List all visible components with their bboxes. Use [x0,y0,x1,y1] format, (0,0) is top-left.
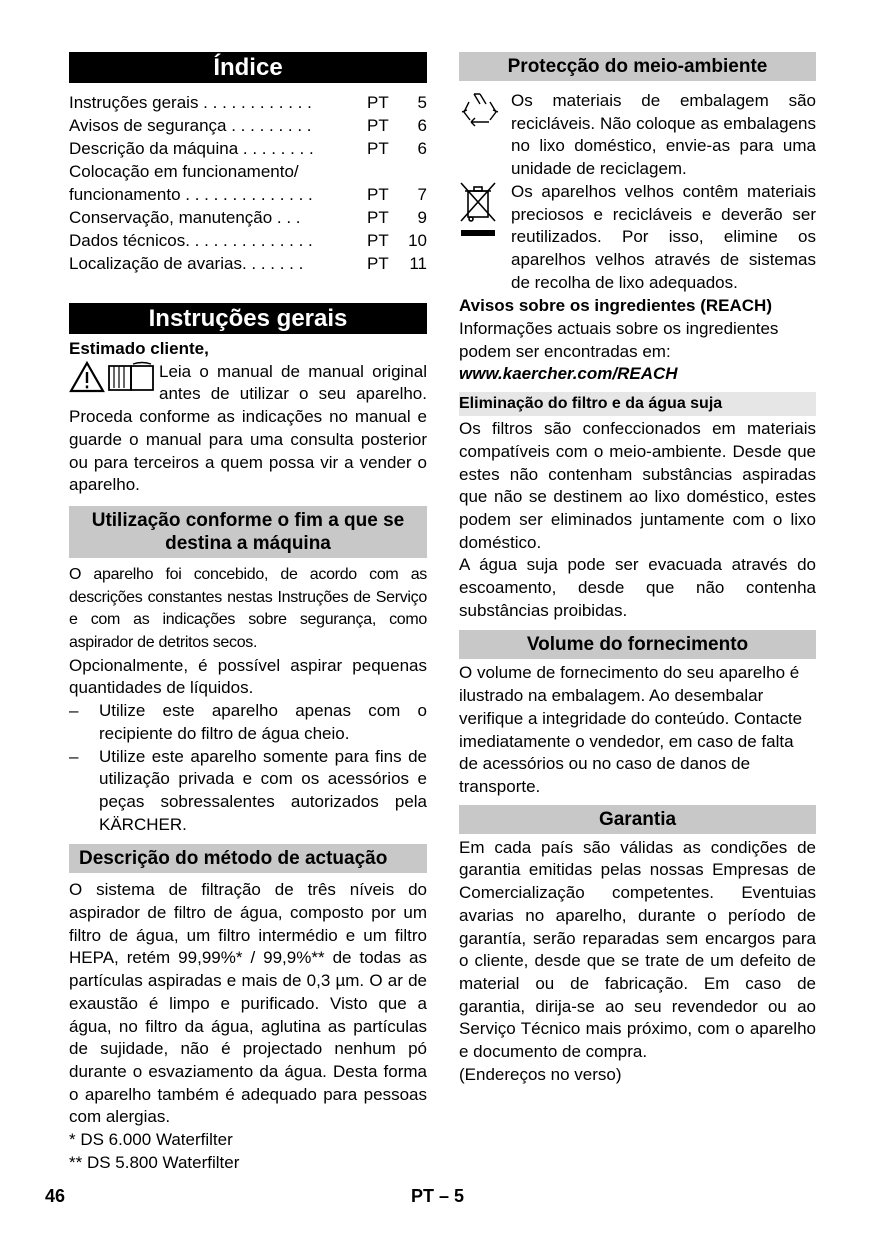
toc-entry[interactable] [69,137,427,160]
toc-entry-page: 6 [417,139,427,158]
toc-entry-lang: PT [367,116,389,135]
toc-entry-page: 7 [417,185,427,204]
scope-of-delivery-heading: Volume do fornecimento [459,630,816,659]
reach-text: Informações actuais sobre os ingredientes podem ser encontradas em: [459,319,779,361]
table-of-contents [69,91,427,275]
packaging-recycling-text: Os materiais de embalagem são recicláveis. Não coloque as embalagens no lixo doméstico, envie-as para uma unidade de reciclagem. [511,91,816,179]
scope-of-delivery-text: O volume de fornecimento do seu aparelho é ilustrado na embalagem. Ao desembalar verifique a integridade do conteúdo. Contacte imediatamente o vendedor, em caso de falta de acessórios ou no caso de danos de transporte. [459,663,803,796]
addresses-note: (Endereços no verso) [459,1064,622,1084]
toc-entry-page: 9 [417,208,427,227]
operating-method-heading: Descrição do método de actuação [69,844,427,873]
toc-entry[interactable] [69,114,427,137]
toc-entry[interactable] [69,160,427,183]
toc-entry-title: funcionamento . . . . . . . . . . . . . . [69,185,313,204]
toc-entry-title: Instruções gerais . . . . . . . . . . . . [69,93,312,112]
toc-entry[interactable] [69,206,427,229]
toc-entry-title: Colocação em funcionamento/ [69,162,299,181]
toc-entry[interactable] [69,183,427,206]
toc-entry-title: Conservação, manutenção . . . [69,208,301,227]
reach-link[interactable]: www.kaercher.com/REACH [459,364,678,384]
environment-heading: Protecção do meio-ambiente [459,52,816,81]
general-instructions-text-block [69,361,427,497]
left-column [69,52,427,1175]
operating-method-text: O sistema de filtração de três níveis do aspirador de filtro de água, composto por um filtro de água, um filtro intermédio e um filtro HEPA, retém 99,99%* / 99,9%** de todas as partículas aspiradas e mais de 0,3 µm. O ar de exaustão é limpo e purificado. Visto que a água, no filtro da água, aglutina as partículas de sujidade, não é projectado nenhum pó durante o esvaziamento da água. Desta forma o aparelho também é adequado para pessoas com alergias. [69,880,427,1127]
intended-use-heading: Utilização conforme o fim a que se destina a máquina [69,506,427,558]
general-instructions-heading: Instruções gerais [69,303,427,334]
intended-use-liquids-text: Opcionalmente, é possível aspirar pequenas quantidades de líquidos. [69,655,427,698]
toc-entry-lang: PT [367,93,389,112]
toc-entry[interactable] [69,229,427,252]
toc-entry-title: Avisos de segurança . . . . . . . . . [69,116,312,135]
dear-customer-greeting: Estimado cliente, [69,339,209,358]
packaging-recycling-block [459,90,816,181]
toc-entry-lang [367,160,403,183]
dirty-water-text: A água suja pode ser evacuada através do escoamento, desde que não contenha substâncias proibidas. [459,555,816,620]
warning-manual-icon [69,361,155,400]
toc-entry-title: Localização de avarias. . . . . . . [69,254,304,273]
reach-heading: Avisos sobre os ingredientes (REACH) [459,296,772,316]
warranty-heading: Garantia [459,805,816,834]
toc-entry-page: 10 [408,231,427,250]
toc-entry-title: Descrição da máquina . . . . . . . . [69,139,314,158]
page-number: 46 [45,1186,66,1206]
toc-entry-page: 5 [417,93,427,112]
toc-entry-lang: PT [367,208,389,227]
filter-disposal-heading: Eliminação do filtro e da água suja [459,392,816,416]
general-instructions-text: Leia o manual de manual original antes de utilizar o seu aparelho. Proceda conforme as indicações no manual e guarde o manual para uma consulta posterior ou para terceiros a quem possa vir a vender o aparelho. [69,361,427,495]
footnote-ds6000: * DS 6.000 Waterfilter [69,1130,233,1150]
toc-entry-title: Dados técnicos. . . . . . . . . . . . . . [69,231,313,250]
toc-entry-lang: PT [367,254,389,273]
toc-entry[interactable] [69,91,427,114]
toc-entry-lang: PT [367,139,389,158]
toc-entry-lang: PT [367,185,389,204]
section-page-label: PT – 5 [411,1186,465,1206]
warranty-text: Em cada país são válidas as condições de garantia emitidas pelas nossas Empresas de Comercialização competentes. Eventuias avarias no aparelho, durante o período de garantía, serão reparadas sem encargos para o cliente, desde que se trate de um defeito de material ou de fabricação. Em caso de garantia, dirija-se ao seu revendedor ou ao Serviço Técnico mais próximo, com o aparelho e documento de compra. [459,837,816,1062]
footnote-ds5800: ** DS 5.800 Waterfilter [69,1152,240,1172]
recycle-icon [459,90,501,137]
toc-entry[interactable] [69,252,427,275]
old-appliance-block [459,181,816,295]
toc-entry-lang: PT [367,231,389,250]
right-column [459,52,816,1086]
list-item: – Utilize este aparelho somente para fins de utilização privada e com os acessórios e peças sobressalentes autorizados pela KÄRCHER. [69,746,427,837]
filter-disposal-text: Os filtros são confeccionados em materiais compatíveis com o meio-ambiente. Desde que estes não contenham substâncias aspiradas que não se destinem ao lixo doméstico, estes podem ser eliminados juntamente com o lixo doméstico. [459,419,816,552]
list-item: – Utilize este aparelho apenas com o recipiente do filtro de água cheio. [69,700,427,745]
crossed-bin-icon [459,181,499,248]
toc-entry-page: 11 [409,254,427,273]
intended-use-text: O aparelho foi concebido, de acordo com as descrições constantes nestas Instruções de Serviço e com as indicações sobre segurança, como aspirador de detritos secos. [69,565,427,652]
toc-entry-page: 6 [417,116,427,135]
intended-use-list [69,700,427,836]
index-heading: Índice [69,52,427,83]
toc-entry-page [403,160,427,183]
old-appliance-text: Os aparelhos velhos contêm materiais preciosos e recicláveis e deverão ser reutilizados. Por isso, elimine os aparelhos velhos através de sistemas de recolha de lixo adequados. [511,181,816,292]
